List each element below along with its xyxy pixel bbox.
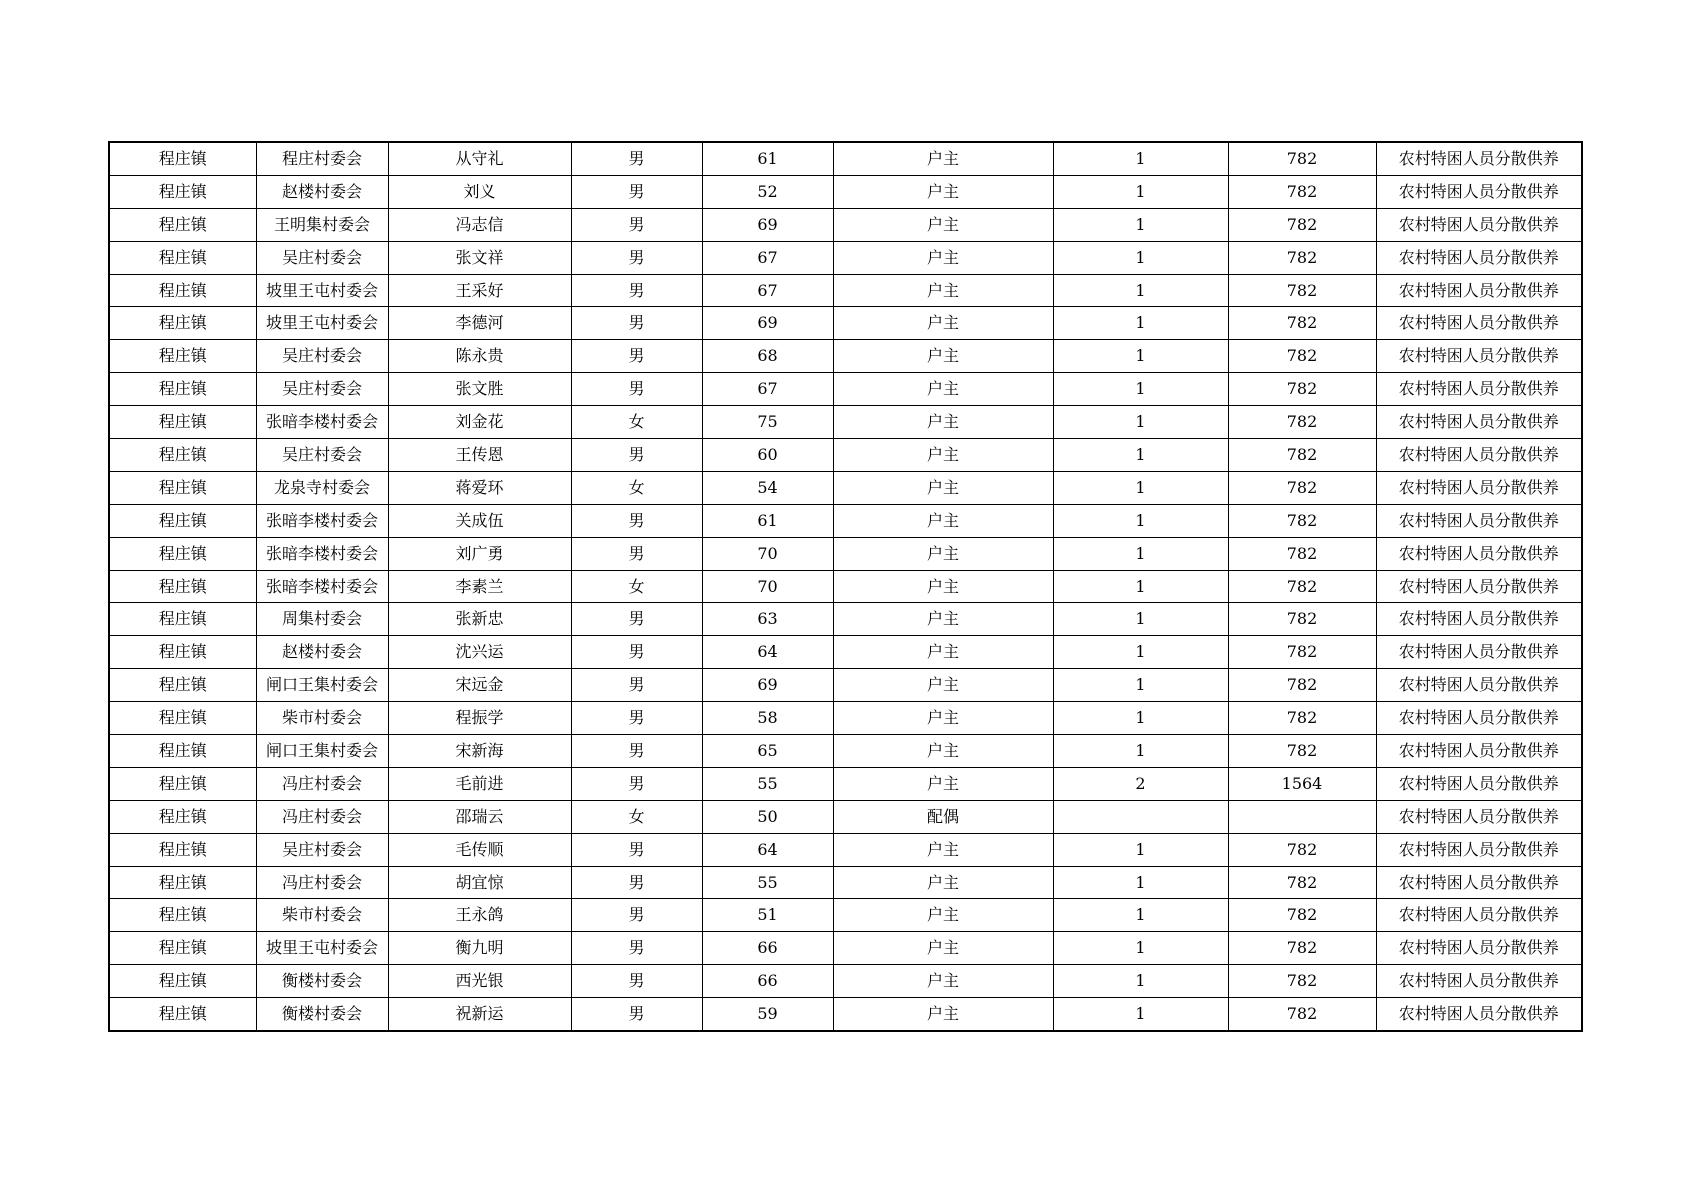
name-cell: 王采好 — [388, 274, 571, 307]
household-size-cell: 1 — [1053, 866, 1228, 899]
town-cell: 程庄镇 — [109, 800, 256, 833]
amount-cell: 782 — [1228, 932, 1376, 965]
household-size-cell: 1 — [1053, 636, 1228, 669]
village-committee-cell: 周集村委会 — [256, 603, 388, 636]
village-committee-cell: 柴市村委会 — [256, 702, 388, 735]
age-cell: 58 — [702, 702, 833, 735]
name-cell: 宋远金 — [388, 669, 571, 702]
gender-cell: 男 — [571, 603, 702, 636]
village-committee-cell: 张暗李楼村委会 — [256, 570, 388, 603]
relation-cell: 户主 — [833, 932, 1053, 965]
gender-cell: 男 — [571, 932, 702, 965]
support-type-cell: 农村特困人员分散供养 — [1376, 307, 1582, 340]
support-type-cell: 农村特困人员分散供养 — [1376, 899, 1582, 932]
village-committee-cell: 王明集村委会 — [256, 208, 388, 241]
gender-cell: 男 — [571, 504, 702, 537]
name-cell: 程振学 — [388, 702, 571, 735]
support-type-cell: 农村特困人员分散供养 — [1376, 833, 1582, 866]
gender-cell: 女 — [571, 570, 702, 603]
name-cell: 陈永贵 — [388, 340, 571, 373]
table-row — [109, 307, 1582, 340]
name-cell: 张新忠 — [388, 603, 571, 636]
support-type-cell: 农村特困人员分散供养 — [1376, 636, 1582, 669]
household-size-cell: 1 — [1053, 735, 1228, 768]
town-cell: 程庄镇 — [109, 998, 256, 1031]
household-size-cell: 1 — [1053, 504, 1228, 537]
table-row — [109, 471, 1582, 504]
age-cell: 67 — [702, 241, 833, 274]
village-committee-cell: 吴庄村委会 — [256, 241, 388, 274]
table-row — [109, 833, 1582, 866]
relation-cell: 户主 — [833, 603, 1053, 636]
relation-cell: 户主 — [833, 340, 1053, 373]
gender-cell: 男 — [571, 833, 702, 866]
name-cell: 关成伍 — [388, 504, 571, 537]
household-size-cell: 2 — [1053, 767, 1228, 800]
gender-cell: 女 — [571, 471, 702, 504]
village-committee-cell: 衡楼村委会 — [256, 965, 388, 998]
relation-cell: 户主 — [833, 767, 1053, 800]
support-type-cell: 农村特困人员分散供养 — [1376, 570, 1582, 603]
town-cell: 程庄镇 — [109, 603, 256, 636]
town-cell: 程庄镇 — [109, 142, 256, 175]
name-cell: 刘义 — [388, 175, 571, 208]
amount-cell: 782 — [1228, 142, 1376, 175]
town-cell: 程庄镇 — [109, 504, 256, 537]
age-cell: 69 — [702, 208, 833, 241]
gender-cell: 男 — [571, 373, 702, 406]
relation-cell: 户主 — [833, 439, 1053, 472]
village-committee-cell: 坡里王屯村委会 — [256, 274, 388, 307]
amount-cell: 782 — [1228, 504, 1376, 537]
household-size-cell: 1 — [1053, 537, 1228, 570]
age-cell: 69 — [702, 307, 833, 340]
relation-cell: 户主 — [833, 636, 1053, 669]
relation-cell: 户主 — [833, 241, 1053, 274]
table-row — [109, 965, 1582, 998]
household-size-cell: 1 — [1053, 932, 1228, 965]
name-cell: 冯志信 — [388, 208, 571, 241]
town-cell: 程庄镇 — [109, 274, 256, 307]
name-cell: 王永鸽 — [388, 899, 571, 932]
gender-cell: 女 — [571, 800, 702, 833]
town-cell: 程庄镇 — [109, 932, 256, 965]
relation-cell: 户主 — [833, 866, 1053, 899]
relation-cell: 户主 — [833, 669, 1053, 702]
table-row — [109, 241, 1582, 274]
relation-cell: 户主 — [833, 208, 1053, 241]
support-type-cell: 农村特困人员分散供养 — [1376, 274, 1582, 307]
support-type-cell: 农村特困人员分散供养 — [1376, 866, 1582, 899]
gender-cell: 男 — [571, 537, 702, 570]
gender-cell: 男 — [571, 669, 702, 702]
table-row — [109, 439, 1582, 472]
town-cell: 程庄镇 — [109, 669, 256, 702]
town-cell: 程庄镇 — [109, 965, 256, 998]
age-cell: 64 — [702, 833, 833, 866]
relation-cell: 户主 — [833, 406, 1053, 439]
gender-cell: 男 — [571, 998, 702, 1031]
amount-cell: 782 — [1228, 208, 1376, 241]
table-row — [109, 899, 1582, 932]
household-size-cell: 1 — [1053, 471, 1228, 504]
amount-cell: 782 — [1228, 570, 1376, 603]
amount-cell: 782 — [1228, 175, 1376, 208]
household-size-cell: 1 — [1053, 899, 1228, 932]
town-cell: 程庄镇 — [109, 471, 256, 504]
household-size-cell: 1 — [1053, 702, 1228, 735]
age-cell: 66 — [702, 932, 833, 965]
town-cell: 程庄镇 — [109, 373, 256, 406]
household-size-cell: 1 — [1053, 603, 1228, 636]
amount-cell: 782 — [1228, 866, 1376, 899]
household-size-cell: 1 — [1053, 307, 1228, 340]
relation-cell: 户主 — [833, 504, 1053, 537]
village-committee-cell: 柴市村委会 — [256, 899, 388, 932]
support-type-cell: 农村特困人员分散供养 — [1376, 208, 1582, 241]
table-row — [109, 537, 1582, 570]
relation-cell: 户主 — [833, 899, 1053, 932]
household-size-cell: 1 — [1053, 669, 1228, 702]
amount-cell: 782 — [1228, 274, 1376, 307]
town-cell: 程庄镇 — [109, 307, 256, 340]
amount-cell: 782 — [1228, 636, 1376, 669]
name-cell: 张文胜 — [388, 373, 571, 406]
age-cell: 54 — [702, 471, 833, 504]
relation-cell: 户主 — [833, 471, 1053, 504]
village-committee-cell: 坡里王屯村委会 — [256, 932, 388, 965]
name-cell: 邵瑞云 — [388, 800, 571, 833]
support-type-cell: 农村特困人员分散供养 — [1376, 373, 1582, 406]
town-cell: 程庄镇 — [109, 537, 256, 570]
support-type-cell: 农村特困人员分散供养 — [1376, 406, 1582, 439]
table-row — [109, 504, 1582, 537]
amount-cell: 782 — [1228, 406, 1376, 439]
age-cell: 61 — [702, 142, 833, 175]
amount-cell: 782 — [1228, 833, 1376, 866]
household-size-cell: 1 — [1053, 274, 1228, 307]
town-cell: 程庄镇 — [109, 866, 256, 899]
name-cell: 毛传顺 — [388, 833, 571, 866]
support-type-cell: 农村特困人员分散供养 — [1376, 998, 1582, 1031]
gender-cell: 男 — [571, 307, 702, 340]
village-committee-cell: 吴庄村委会 — [256, 833, 388, 866]
household-size-cell: 1 — [1053, 208, 1228, 241]
town-cell: 程庄镇 — [109, 735, 256, 768]
table-row — [109, 932, 1582, 965]
amount-cell: 782 — [1228, 307, 1376, 340]
village-committee-cell: 吴庄村委会 — [256, 439, 388, 472]
relation-cell: 户主 — [833, 998, 1053, 1031]
village-committee-cell: 吴庄村委会 — [256, 373, 388, 406]
town-cell: 程庄镇 — [109, 570, 256, 603]
table-row — [109, 208, 1582, 241]
household-size-cell: 1 — [1053, 373, 1228, 406]
town-cell: 程庄镇 — [109, 702, 256, 735]
support-type-cell: 农村特困人员分散供养 — [1376, 471, 1582, 504]
amount-cell: 782 — [1228, 899, 1376, 932]
village-committee-cell: 闸口王集村委会 — [256, 669, 388, 702]
table-row — [109, 570, 1582, 603]
support-type-cell: 农村特困人员分散供养 — [1376, 142, 1582, 175]
village-committee-cell: 冯庄村委会 — [256, 866, 388, 899]
amount-cell: 782 — [1228, 735, 1376, 768]
town-cell: 程庄镇 — [109, 175, 256, 208]
age-cell: 60 — [702, 439, 833, 472]
amount-cell: 782 — [1228, 965, 1376, 998]
household-size-cell: 1 — [1053, 406, 1228, 439]
name-cell: 从守礼 — [388, 142, 571, 175]
name-cell: 刘金花 — [388, 406, 571, 439]
table-row — [109, 735, 1582, 768]
relation-cell: 户主 — [833, 965, 1053, 998]
household-size-cell — [1053, 800, 1228, 833]
table-row — [109, 603, 1582, 636]
name-cell: 刘广勇 — [388, 537, 571, 570]
village-committee-cell: 闸口王集村委会 — [256, 735, 388, 768]
name-cell: 蒋爱环 — [388, 471, 571, 504]
support-type-cell: 农村特困人员分散供养 — [1376, 537, 1582, 570]
relation-cell: 户主 — [833, 570, 1053, 603]
table-row — [109, 175, 1582, 208]
table-row — [109, 142, 1582, 175]
town-cell: 程庄镇 — [109, 899, 256, 932]
table-row — [109, 998, 1582, 1031]
gender-cell: 女 — [571, 406, 702, 439]
name-cell: 沈兴运 — [388, 636, 571, 669]
table-row — [109, 373, 1582, 406]
gender-cell: 男 — [571, 439, 702, 472]
age-cell: 55 — [702, 767, 833, 800]
relation-cell: 户主 — [833, 702, 1053, 735]
name-cell: 胡宜惊 — [388, 866, 571, 899]
support-type-cell: 农村特困人员分散供养 — [1376, 800, 1582, 833]
support-type-cell: 农村特困人员分散供养 — [1376, 504, 1582, 537]
table-row — [109, 702, 1582, 735]
support-type-cell: 农村特困人员分散供养 — [1376, 767, 1582, 800]
name-cell: 王传恩 — [388, 439, 571, 472]
table-row — [109, 340, 1582, 373]
village-committee-cell: 冯庄村委会 — [256, 767, 388, 800]
age-cell: 63 — [702, 603, 833, 636]
age-cell: 75 — [702, 406, 833, 439]
town-cell: 程庄镇 — [109, 208, 256, 241]
name-cell: 祝新运 — [388, 998, 571, 1031]
relation-cell: 户主 — [833, 274, 1053, 307]
age-cell: 70 — [702, 570, 833, 603]
gender-cell: 男 — [571, 866, 702, 899]
age-cell: 67 — [702, 274, 833, 307]
age-cell: 50 — [702, 800, 833, 833]
town-cell: 程庄镇 — [109, 439, 256, 472]
gender-cell: 男 — [571, 340, 702, 373]
village-committee-cell: 程庄村委会 — [256, 142, 388, 175]
relation-cell: 户主 — [833, 373, 1053, 406]
village-committee-cell: 张暗李楼村委会 — [256, 504, 388, 537]
household-size-cell: 1 — [1053, 439, 1228, 472]
gender-cell: 男 — [571, 274, 702, 307]
household-size-cell: 1 — [1053, 175, 1228, 208]
amount-cell: 782 — [1228, 998, 1376, 1031]
age-cell: 52 — [702, 175, 833, 208]
support-type-cell: 农村特困人员分散供养 — [1376, 669, 1582, 702]
name-cell: 李素兰 — [388, 570, 571, 603]
table-row — [109, 866, 1582, 899]
village-committee-cell: 赵楼村委会 — [256, 175, 388, 208]
records-table-body — [109, 142, 1582, 1031]
household-size-cell: 1 — [1053, 965, 1228, 998]
amount-cell: 1564 — [1228, 767, 1376, 800]
town-cell: 程庄镇 — [109, 767, 256, 800]
age-cell: 67 — [702, 373, 833, 406]
support-type-cell: 农村特困人员分散供养 — [1376, 702, 1582, 735]
amount-cell: 782 — [1228, 471, 1376, 504]
gender-cell: 男 — [571, 142, 702, 175]
household-size-cell: 1 — [1053, 833, 1228, 866]
amount-cell: 782 — [1228, 669, 1376, 702]
relation-cell: 户主 — [833, 307, 1053, 340]
records-table — [108, 141, 1583, 1032]
household-size-cell: 1 — [1053, 570, 1228, 603]
name-cell: 毛前进 — [388, 767, 571, 800]
table-row — [109, 800, 1582, 833]
town-cell: 程庄镇 — [109, 833, 256, 866]
gender-cell: 男 — [571, 965, 702, 998]
table-row — [109, 406, 1582, 439]
village-committee-cell: 坡里王屯村委会 — [256, 307, 388, 340]
age-cell: 66 — [702, 965, 833, 998]
relation-cell: 户主 — [833, 142, 1053, 175]
age-cell: 55 — [702, 866, 833, 899]
age-cell: 70 — [702, 537, 833, 570]
gender-cell: 男 — [571, 735, 702, 768]
support-type-cell: 农村特困人员分散供养 — [1376, 603, 1582, 636]
gender-cell: 男 — [571, 208, 702, 241]
household-size-cell: 1 — [1053, 142, 1228, 175]
amount-cell: 782 — [1228, 603, 1376, 636]
gender-cell: 男 — [571, 702, 702, 735]
gender-cell: 男 — [571, 636, 702, 669]
town-cell: 程庄镇 — [109, 636, 256, 669]
table-row — [109, 274, 1582, 307]
gender-cell: 男 — [571, 767, 702, 800]
table-row — [109, 767, 1582, 800]
age-cell: 61 — [702, 504, 833, 537]
relation-cell: 户主 — [833, 175, 1053, 208]
support-type-cell: 农村特困人员分散供养 — [1376, 965, 1582, 998]
age-cell: 51 — [702, 899, 833, 932]
table-row — [109, 636, 1582, 669]
town-cell: 程庄镇 — [109, 406, 256, 439]
village-committee-cell: 吴庄村委会 — [256, 340, 388, 373]
name-cell: 李德河 — [388, 307, 571, 340]
amount-cell: 782 — [1228, 340, 1376, 373]
name-cell: 宋新海 — [388, 735, 571, 768]
village-committee-cell: 衡楼村委会 — [256, 998, 388, 1031]
village-committee-cell: 龙泉寺村委会 — [256, 471, 388, 504]
gender-cell: 男 — [571, 175, 702, 208]
gender-cell: 男 — [571, 241, 702, 274]
amount-cell: 782 — [1228, 373, 1376, 406]
name-cell: 西光银 — [388, 965, 571, 998]
age-cell: 69 — [702, 669, 833, 702]
age-cell: 59 — [702, 998, 833, 1031]
household-size-cell: 1 — [1053, 340, 1228, 373]
relation-cell: 配偶 — [833, 800, 1053, 833]
support-type-cell: 农村特困人员分散供养 — [1376, 439, 1582, 472]
amount-cell — [1228, 800, 1376, 833]
support-type-cell: 农村特困人员分散供养 — [1376, 175, 1582, 208]
town-cell: 程庄镇 — [109, 340, 256, 373]
age-cell: 64 — [702, 636, 833, 669]
relation-cell: 户主 — [833, 833, 1053, 866]
household-size-cell: 1 — [1053, 998, 1228, 1031]
support-type-cell: 农村特困人员分散供养 — [1376, 241, 1582, 274]
village-committee-cell: 张暗李楼村委会 — [256, 537, 388, 570]
support-type-cell: 农村特困人员分散供养 — [1376, 932, 1582, 965]
age-cell: 65 — [702, 735, 833, 768]
amount-cell: 782 — [1228, 702, 1376, 735]
gender-cell: 男 — [571, 899, 702, 932]
support-type-cell: 农村特困人员分散供养 — [1376, 340, 1582, 373]
town-cell: 程庄镇 — [109, 241, 256, 274]
name-cell: 张文祥 — [388, 241, 571, 274]
name-cell: 衡九明 — [388, 932, 571, 965]
relation-cell: 户主 — [833, 537, 1053, 570]
amount-cell: 782 — [1228, 537, 1376, 570]
household-size-cell: 1 — [1053, 241, 1228, 274]
support-type-cell: 农村特困人员分散供养 — [1376, 735, 1582, 768]
amount-cell: 782 — [1228, 241, 1376, 274]
village-committee-cell: 冯庄村委会 — [256, 800, 388, 833]
amount-cell: 782 — [1228, 439, 1376, 472]
table-row — [109, 669, 1582, 702]
village-committee-cell: 赵楼村委会 — [256, 636, 388, 669]
village-committee-cell: 张暗李楼村委会 — [256, 406, 388, 439]
relation-cell: 户主 — [833, 735, 1053, 768]
age-cell: 68 — [702, 340, 833, 373]
